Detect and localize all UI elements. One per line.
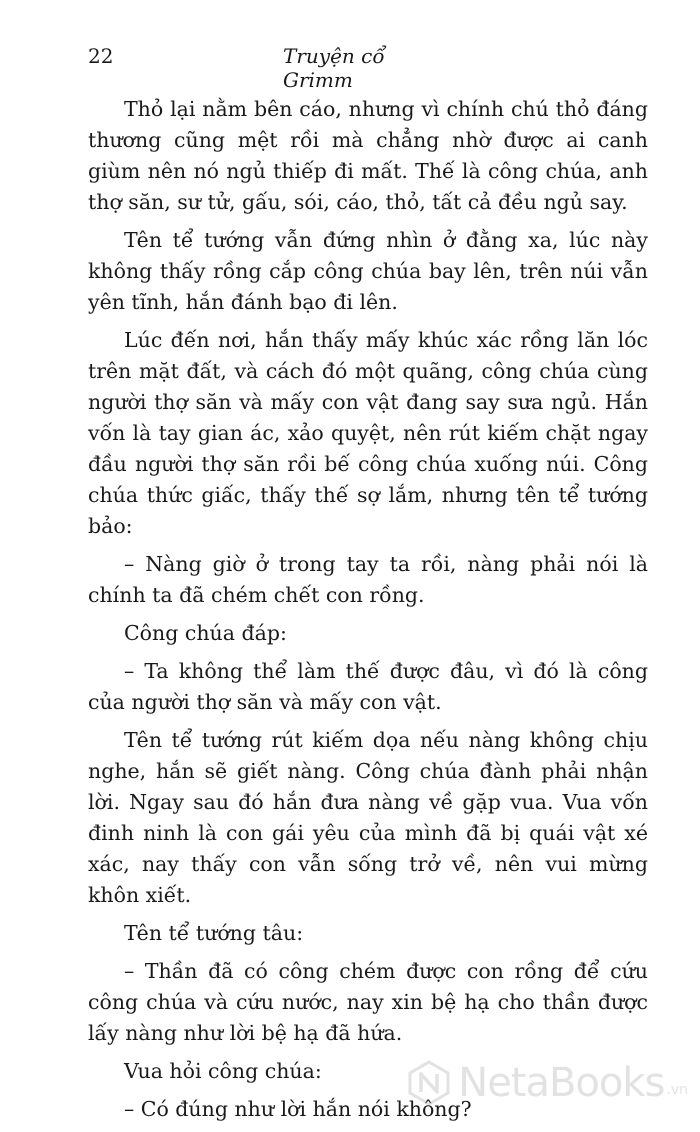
dialogue-line: – Nàng giờ ở trong tay ta rồi, nàng phải nói là chính ta đã chém chết con rồng.: [88, 552, 648, 607]
dialogue-line: – Có đúng như lời hắn nói không?: [124, 1097, 472, 1121]
page-number: 22: [88, 44, 114, 68]
watermark-brand: NetaBooks: [458, 1060, 665, 1106]
running-title: Truyện cổ Grimm: [283, 44, 385, 92]
paragraph: Thỏ lại nằm bên cáo, nhưng vì chính chú thỏ đáng thương cũng mệt rồi mà chẳng nhờ được ai canh giùm nên nó ngủ thiếp đi mất. Thế là công chúa, anh thợ săn, sư tử, gấu, sói, cáo, thỏ, tất cả đều ngủ say.: [88, 97, 648, 214]
watermark-suffix: .vn: [666, 1082, 688, 1098]
paragraph: Tên tể tướng rút kiếm dọa nếu nàng không chịu nghe, hắn sẽ giết nàng. Công chúa đành phải nhận lời. Ngay sau đó hắn đưa nàng về gặp vua. Vua vốn đinh ninh là con gái yêu của mình đã bị quái vật xé xác, nay thấy con vẫn sống trở về, nên vui mừng khôn xiết.: [88, 728, 648, 907]
paragraph: Vua hỏi công chúa:: [124, 1059, 322, 1083]
paragraph: Tên tể tướng vẫn đứng nhìn ở đằng xa, lúc này không thấy rồng cắp công chúa bay lên, trên núi vẫn yên tĩnh, hắn đánh bạo đi lên.: [88, 228, 648, 314]
watermark: [406, 1060, 688, 1106]
netabooks-logo-icon: [406, 1060, 452, 1106]
page-header: [88, 44, 448, 92]
paragraph: Công chúa đáp:: [124, 621, 287, 645]
body-text: [88, 94, 648, 1132]
paragraph: Lúc đến nơi, hắn thấy mấy khúc xác rồng lăn lóc trên mặt đất, và cách đó một quãng, công chúa cùng người thợ săn và mấy con vật đang say sưa ngủ. Hắn vốn là tay gian ác, xảo quyệt, nên rút kiếm chặt ngay đầu người thợ săn rồi bế công chúa xuống núi. Công chúa thức giấc, thấy thế sợ lắm, nhưng tên tể tướng bảo:: [88, 328, 648, 538]
dialogue-line: – Ta không thể làm thế được đâu, vì đó là công của người thợ săn và mấy con vật.: [88, 659, 648, 714]
dialogue-line: – Thần đã có công chém được con rồng để cứu công chúa và cứu nước, nay xin bệ hạ cho thần được lấy nàng như lời bệ hạ đã hứa.: [88, 959, 648, 1045]
paragraph: Tên tể tướng tâu:: [124, 921, 304, 945]
